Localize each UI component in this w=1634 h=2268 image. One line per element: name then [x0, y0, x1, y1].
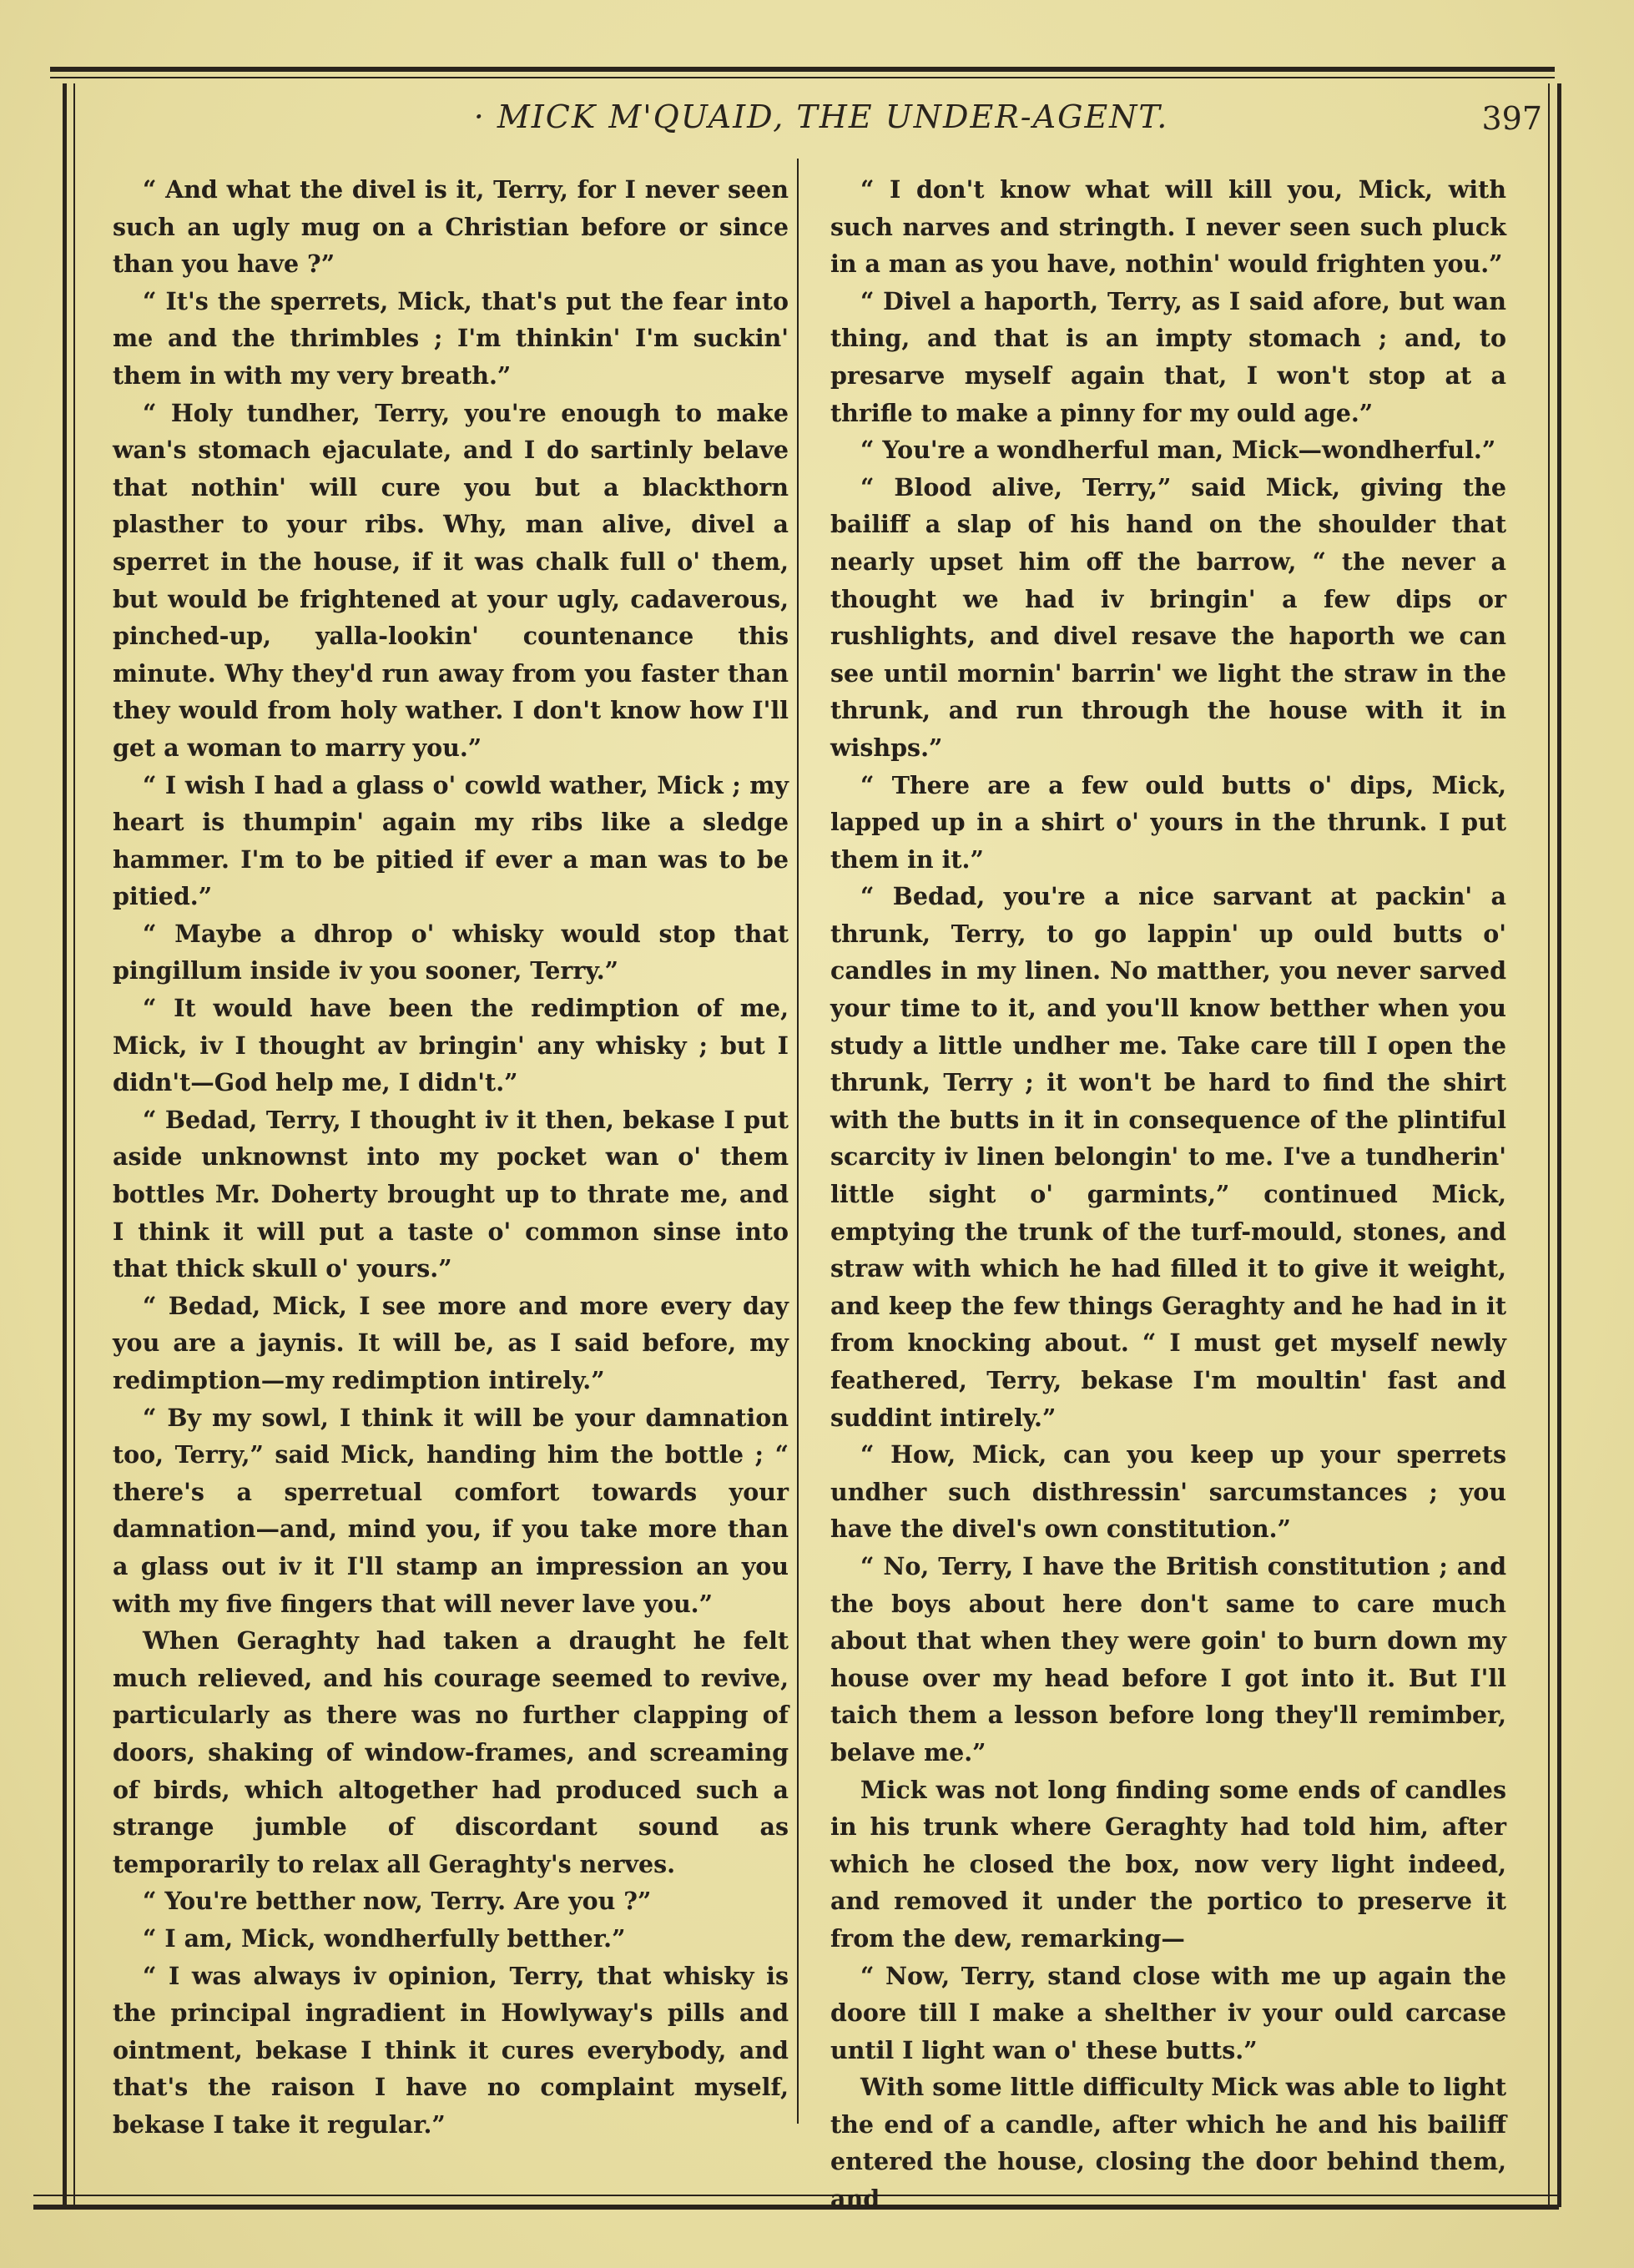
paragraph: “ How, Mick, can you keep up your sperrets undher such disthressin' sarcumstances ; you have the divel's own constitution.”	[830, 1440, 1506, 1544]
paragraph: “ Maybe a dhrop o' whisky would stop that pingillum inside iv you sooner, Terry.”	[113, 919, 789, 985]
paragraph: “ There are a few ould butts o' dips, Mick, lapped up in a shirt o' yours in the thrunk. I put them in it.”	[830, 770, 1506, 874]
paragraph: “ Holy tundher, Terry, you're enough to make wan's stomach ejaculate, and I do sartinly belave that nothin' will cure you but a blackthorn plasther to your ribs. Why, man alive, divel a sperret in the house, if it was chalk full o' them, but would be frightened at your ugly, cadaverous, pinched-up, yalla-lookin' countenance this minute. Why they'd run away from you faster than they would from holy wather. I don't know how I'll get a woman to marry you.”	[113, 398, 789, 762]
top-border-thin	[50, 77, 1555, 78]
right-column	[830, 171, 1506, 2218]
right-border	[1557, 83, 1561, 2207]
paragraph: “ I wish I had a glass o' cowld wather, Mick ; my heart is thumpin' again my ribs like a sledge hammer. I'm to be pitied if ever a man was to be pitied.”	[113, 770, 789, 911]
left-column	[113, 171, 789, 2143]
page-header	[100, 98, 1542, 149]
paragraph: “ And what the divel is it, Terry, for I never seen such an ugly mug on a Christian before or since than you have ?”	[113, 175, 789, 279]
paragraph: With some little difficulty Mick was able to light the end of a candle, after which he and his bailiff entered the house, closing the door behind them, and	[830, 2073, 1506, 2214]
paragraph: “ Bedad, you're a nice sarvant at packin' a thrunk, Terry, to go lappin' up ould butts o' candles in my linen. No matther, you never sarved your time to it, and you'll know betther when you study a little undher me. Take care till I open the thrunk, Terry ; it won't be hard to find the shirt with the butts in it in consequence of the plintiful scarcity iv linen belongin' to me. I've a tundherin' little sight o' garmints,” continued Mick, emptying the trunk of the turf-mould, stones, and straw with which he had filled it to give it weight, and keep the few things Geraghty and he had in it from knocking about. “ I must get myself newly feathered, Terry, bekase I'm moultin' fast and suddint intirely.”	[830, 882, 1506, 1432]
paragraph: “ Bedad, Terry, I thought iv it then, bekase I put aside unknownst into my pocket wan o' them bottles Mr. Doherty brought up to thrate me, and I think it will put a taste o' common sinse into that thick skull o' yours.”	[113, 1105, 789, 1283]
paragraph: “ You're betther now, Terry. Are you ?”	[143, 1887, 652, 1916]
paragraph: When Geraghty had taken a draught he felt much relieved, and his courage seemed to revive, particularly as there was no further clapping of doors, shaking of window-frames, and screaming of birds, which altogether had produced such a strange jumble of discordant sound as temporarily to relax all Geraghty's nerves.	[113, 1626, 789, 1878]
right-border-thin	[1548, 83, 1550, 2207]
paragraph: “ It's the sperrets, Mick, that's put the fear into me and the thrimbles ; I'm thinkin' I'm suckin' them in with my very breath.”	[113, 286, 789, 390]
paragraph: Mick was not long finding some ends of candles in his trunk where Geraghty had told him, after which he closed the box, now very light indeed, and removed it under the portico to preserve it from the dew, remarking—	[830, 1775, 1506, 1953]
paragraph: “ No, Terry, I have the British constitution ; and the boys about here don't same to care much about that when they were goin' to burn down my house over my head before I got into it. But I'll taich them a lesson before long they'll remimber, belave me.”	[830, 1551, 1506, 1767]
paragraph: “ Bedad, Mick, I see more and more every day you are a jaynis. It will be, as I said before, my redimption—my redimption intirely.”	[113, 1291, 789, 1394]
paragraph: “ Divel a haporth, Terry, as I said afore, but wan thing, and that is an impty stomach ; and, to presarve myself again that, I won't stop at a thrifle to make a pinny for my ould age.”	[830, 286, 1506, 427]
paragraph: “ I was always iv opinion, Terry, that whisky is the principal ingradient in Howlyway's pills and ointment, bekase I think it cures everybody, and that's the raison I have no complaint myself, bekase I take it regular.”	[113, 1961, 789, 2139]
left-border-thin	[73, 83, 75, 2207]
paragraph: “ You're a wondherful man, Mick—wondherful.”	[860, 436, 1496, 465]
top-border	[50, 67, 1555, 72]
page-number: 397	[1481, 100, 1542, 137]
left-border	[63, 83, 67, 2207]
paragraph: “ Now, Terry, stand close with me up again the doore till I make a shelther iv your ould carcase until I light wan o' these butts.”	[830, 1961, 1506, 2064]
column-divider	[797, 159, 799, 2124]
paragraph: “ It would have been the redimption of me, Mick, iv I thought av bringin' any whisky ; but I didn't—God help me, I didn't.”	[113, 994, 789, 1097]
paragraph: “ I don't know what will kill you, Mick, with such narves and stringth. I never seen such pluck in a man as you have, nothin' would frighten you.”	[830, 175, 1506, 279]
paragraph: “ By my sowl, I think it will be your damnation too, Terry,” said Mick, handing him the bottle ; “ there's a sperretual comfort towards your damnation—and, mind you, if you take more than a glass out iv it I'll stamp an impression an you with my five fingers that will never lave you.”	[113, 1403, 789, 1618]
paragraph: “ Blood alive, Terry,” said Mick, giving the bailiff a slap of his hand on the shoulder that nearly upset him off the barrow, “ the never a thought we had iv bringin' a few dips or rushlights, and divel resave the haporth we can see until mornin' barrin' we light the straw in the thrunk, and run through the house with it in wishps.”	[830, 472, 1506, 762]
paragraph: “ I am, Mick, wondherfully betther.”	[143, 1923, 626, 1953]
running-title: · MICK M'QUAID, THE UNDER-AGENT.	[473, 98, 1169, 135]
